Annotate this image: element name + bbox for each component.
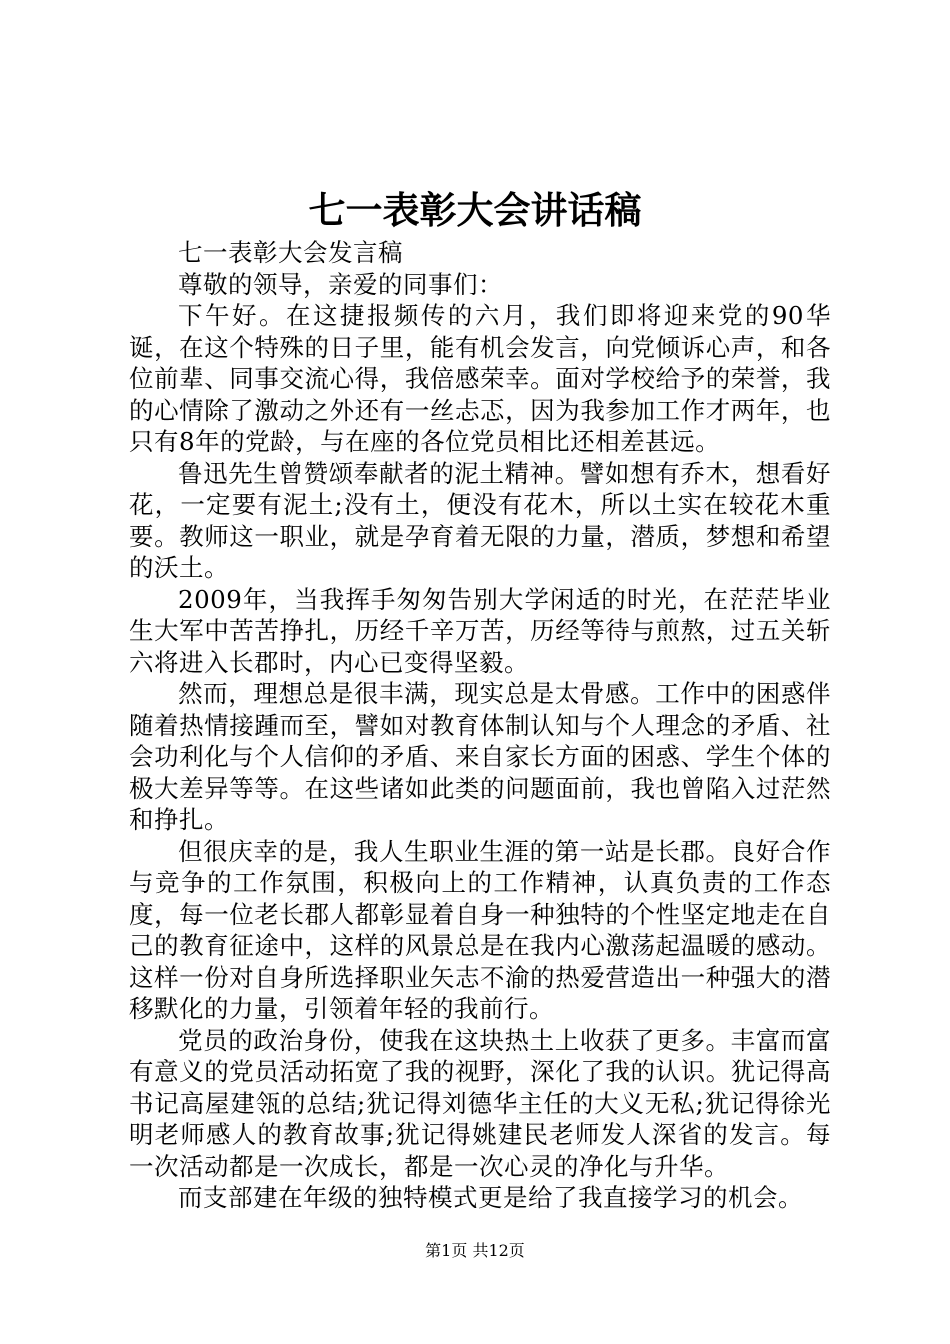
paragraph-subtitle: 七一表彰大会发言稿 [178, 238, 403, 267]
paragraph: 然而，理想总是很丰满，现实总是太骨感。工作中的困惑伴随着热情接踵而至，譬如对教育体制认知与个人理念的矛盾、社会功利化与个人信仰的矛盾、来自家长方面的困惑、学生个体的极大差异等等。在这些诸如此类的问题面前，我也曾陷入过茫然和挣扎。 [129, 679, 831, 834]
paragraph: 鲁迅先生曾赞颂奉献者的泥土精神。譬如想有乔木，想看好花，一定要有泥土;没有土，便没有花木，所以土实在较花木重要。教师这一职业，就是孕育着无限的力量，潜质，梦想和希望的沃土。 [129, 458, 831, 582]
paragraph-salutation: 尊敬的领导，亲爱的同事们： [178, 269, 503, 299]
paragraph: 而支部建在年级的独特模式更是给了我直接学习的机会。 [178, 1183, 803, 1212]
paragraph: 下午好。在这捷报频传的六月，我们即将迎来党的90华诞，在这个特殊的日子里，能有机会发言，向党倾诉心声，和各位前辈、同事交流心得，我倍感荣幸。面对学校给予的荣誉，我的心情除了激动之外还有一丝忐忑，因为我参加工作才两年，也只有8年的党龄，与在座的各位党员相比还相差甚远。 [129, 301, 831, 456]
document-title: 七一表彰大会讲话稿 [308, 188, 642, 232]
paragraph: 2009年，当我挥手匆匆告别大学闲适的时光，在茫茫毕业生大军中苦苦挣扎，历经千辛万苦，历经等待与煎熬，过五关斩六将进入长郡时，内心已变得坚毅。 [129, 584, 831, 677]
paragraph: 但很庆幸的是，我人生职业生涯的第一站是长郡。良好合作与竞争的工作氛围，积极向上的工作精神，认真负责的工作态度，每一位老长郡人都彰显着自身一种独特的个性坚定地走在自己的教育征途中，这样的风景总是在我内心激荡起温暖的感动。这样一份对自身所选择职业矢志不渝的热爱营造出一种强大的潜移默化的力量，引领着年轻的我前行。 [129, 836, 831, 1023]
paragraph: 党员的政治身份，使我在这块热土上收获了更多。丰富而富有意义的党员活动拓宽了我的视野，深化了我的认识。犹记得高书记高屋建瓴的总结;犹记得刘德华主任的大义无私;犹记得徐光明老师感人的教育故事;犹记得姚建民老师发人深省的发言。每一次活动都是一次成长，都是一次心灵的净化与升华。 [129, 1025, 831, 1181]
document-body [129, 237, 831, 1214]
page-number: 第1页 共12页 [425, 1241, 525, 1260]
